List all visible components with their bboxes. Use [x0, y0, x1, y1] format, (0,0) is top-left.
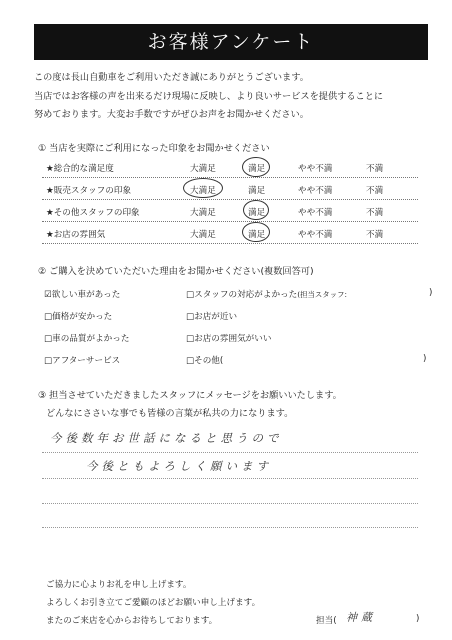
q1-row-label: ★お店の雰囲気: [46, 230, 106, 240]
checkbox-after-service[interactable]: □アフターサービス: [44, 356, 121, 366]
q1-row-label: ★その他スタッフの印象: [46, 208, 140, 218]
checkbox-shop-atmosphere[interactable]: □お店の雰囲気がいい: [186, 334, 272, 344]
row-divider: [42, 221, 418, 222]
page-title: お客様アンケート: [34, 24, 428, 60]
checkbox-price[interactable]: □価格が安かった: [44, 312, 113, 322]
checkbox-shop-near[interactable]: □お店が近い: [186, 312, 238, 322]
option-dissatisfied[interactable]: 不満: [366, 208, 384, 218]
q1-heading: ① 当店を実際にご利用になった印象をお聞かせください: [38, 143, 270, 154]
option-dissatisfied[interactable]: 不満: [366, 164, 384, 174]
staff-label: 担当(: [316, 616, 337, 626]
answer-line: [42, 527, 418, 528]
option-dissatisfied[interactable]: 不満: [366, 186, 384, 196]
intro-line-2: 当店ではお客様の声を出来るだけ現場に反映し、より良いサービスを提供することに: [34, 91, 384, 102]
option-very-satisfied[interactable]: 大満足: [190, 230, 216, 240]
selection-circle: [242, 222, 270, 242]
staff-note: (担当スタッフ:: [297, 290, 347, 299]
footer-line-3: またのご来店を心からお待ちしております。: [46, 616, 218, 626]
checkbox-wanted-car[interactable]: ☑欲しい車があった: [44, 290, 121, 300]
staff-close-paren: ): [416, 614, 420, 624]
selection-circle: [242, 157, 270, 177]
option-very-satisfied[interactable]: 大満足: [190, 164, 216, 174]
selection-circle: [243, 200, 269, 220]
answer-line: [42, 503, 418, 504]
answer-line: [42, 452, 418, 453]
intro-line-3: 努めております。大変お手数ですがぜひお声をお聞かせください。: [34, 109, 309, 120]
option-somewhat-dissatisfied[interactable]: やや不満: [298, 208, 333, 218]
q3-subheading: どんなにささいな事でも皆様の言葉が私共の力になります。: [46, 408, 294, 419]
option-dissatisfied[interactable]: 不満: [366, 230, 384, 240]
close-paren: ): [423, 354, 427, 364]
option-somewhat-dissatisfied[interactable]: やや不満: [298, 186, 333, 196]
row-divider: [42, 177, 418, 178]
option-satisfied[interactable]: 満足: [248, 230, 266, 240]
option-somewhat-dissatisfied[interactable]: やや不満: [298, 164, 333, 174]
q2-staff-row: [186, 288, 347, 300]
row-divider: [42, 243, 418, 244]
intro-line-1: この度は長山自動車をご利用いただき誠にありがとうございます。: [34, 72, 309, 83]
option-satisfied[interactable]: 満足: [248, 164, 266, 174]
checkbox-quality[interactable]: □車の品質がよかった: [44, 334, 130, 344]
answer-line: [42, 478, 418, 479]
q1-row-label: ★総合的な満足度: [46, 164, 114, 174]
q1-row-label: ★販売スタッフの印象: [46, 186, 132, 196]
q3-heading: ③ 担当させていただきましたスタッフにメッセージをお願いいたします。: [38, 390, 342, 401]
selection-circle: [183, 178, 223, 198]
staff-name-handwritten: 神蔵: [346, 611, 376, 624]
checkbox-other[interactable]: □その他(: [186, 356, 224, 366]
handwritten-message-line-1: 今後数年お世話になると思うので: [50, 431, 283, 445]
footer-line-1: ご協力に心よりお礼を申し上げます。: [46, 580, 192, 590]
option-satisfied[interactable]: 満足: [248, 186, 266, 196]
handwritten-message-line-2: 今後ともよろしく願います: [86, 459, 272, 473]
row-divider: [42, 199, 418, 200]
option-somewhat-dissatisfied[interactable]: やや不満: [298, 230, 333, 240]
footer-line-2: よろしくお引き立てご愛顧のほどお願い申し上げます。: [46, 598, 261, 608]
checkbox-staff-response[interactable]: □スタッフの対応がよかった: [186, 290, 298, 300]
option-very-satisfied[interactable]: 大満足: [190, 186, 216, 196]
q2-heading: ② ご購入を決めていただいた理由をお聞かせください(複数回答可): [38, 266, 314, 277]
option-satisfied[interactable]: 満足: [248, 208, 266, 218]
close-paren: ): [429, 288, 433, 298]
option-very-satisfied[interactable]: 大満足: [190, 208, 216, 218]
